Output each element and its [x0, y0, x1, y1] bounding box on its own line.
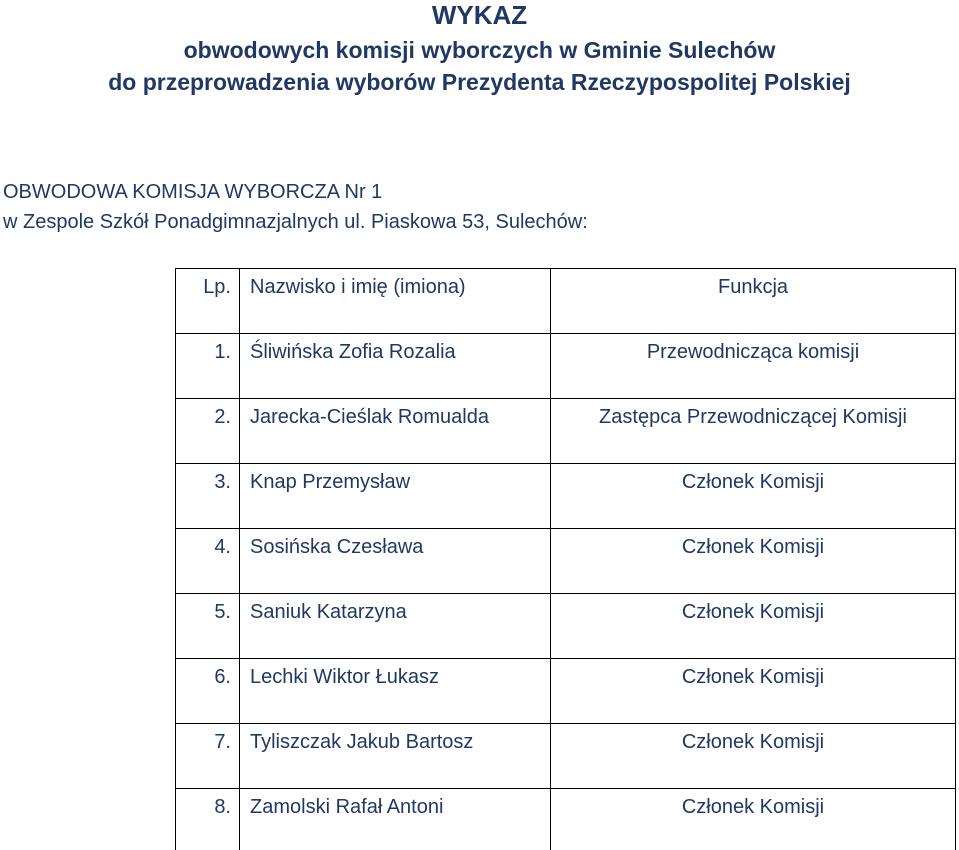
row-function: Członek Komisji [551, 724, 956, 789]
row-name: Tyliszczak Jakub Bartosz [240, 724, 551, 789]
row-function: Członek Komisji [551, 464, 956, 529]
table-row [176, 724, 956, 789]
table-row [176, 789, 956, 850]
row-function: Członek Komisji [551, 594, 956, 659]
row-function: Zastępca Przewodniczącej Komisji [551, 399, 956, 464]
table-row [176, 529, 956, 594]
members-table [175, 268, 956, 850]
row-name: Sosińska Czesława [240, 529, 551, 594]
row-name: Saniuk Katarzyna [240, 594, 551, 659]
table-row [176, 334, 956, 399]
row-name: Zamolski Rafał Antoni [240, 789, 551, 850]
header-lp: Lp. [176, 269, 240, 334]
row-function: Członek Komisji [551, 529, 956, 594]
row-lp: 6. [176, 659, 240, 724]
header-name: Nazwisko i imię (imiona) [240, 269, 551, 334]
row-name: Knap Przemysław [240, 464, 551, 529]
row-name: Śliwińska Zofia Rozalia [240, 334, 551, 399]
table-row [176, 659, 956, 724]
table-row [176, 399, 956, 464]
row-name: Jarecka-Cieślak Romualda [240, 399, 551, 464]
row-lp: 2. [176, 399, 240, 464]
row-lp: 1. [176, 334, 240, 399]
row-name: Lechki Wiktor Łukasz [240, 659, 551, 724]
table-row [176, 464, 956, 529]
row-function: Członek Komisji [551, 659, 956, 724]
row-lp: 4. [176, 529, 240, 594]
row-function: Członek Komisji [551, 789, 956, 850]
commission-name: OBWODOWA KOMISJA WYBORCZA Nr 1 [3, 180, 382, 204]
document-title: WYKAZ [0, 0, 959, 30]
header-function: Funkcja [551, 269, 956, 334]
row-function: Przewodnicząca komisji [551, 334, 956, 399]
commission-address: w Zespole Szkół Ponadgimnazjalnych ul. Piaskowa 53, Sulechów: [3, 209, 588, 235]
table-row [176, 594, 956, 659]
row-lp: 5. [176, 594, 240, 659]
row-lp: 7. [176, 724, 240, 789]
row-lp: 3. [176, 464, 240, 529]
document-subtitle-line1: obwodowych komisji wyborczych w Gminie Sulechów [0, 36, 959, 64]
document-subtitle-line2: do przeprowadzenia wyborów Prezydenta Rzeczypospolitej Polskiej [0, 68, 959, 96]
table-header-row [176, 269, 956, 334]
row-lp: 8. [176, 789, 240, 850]
